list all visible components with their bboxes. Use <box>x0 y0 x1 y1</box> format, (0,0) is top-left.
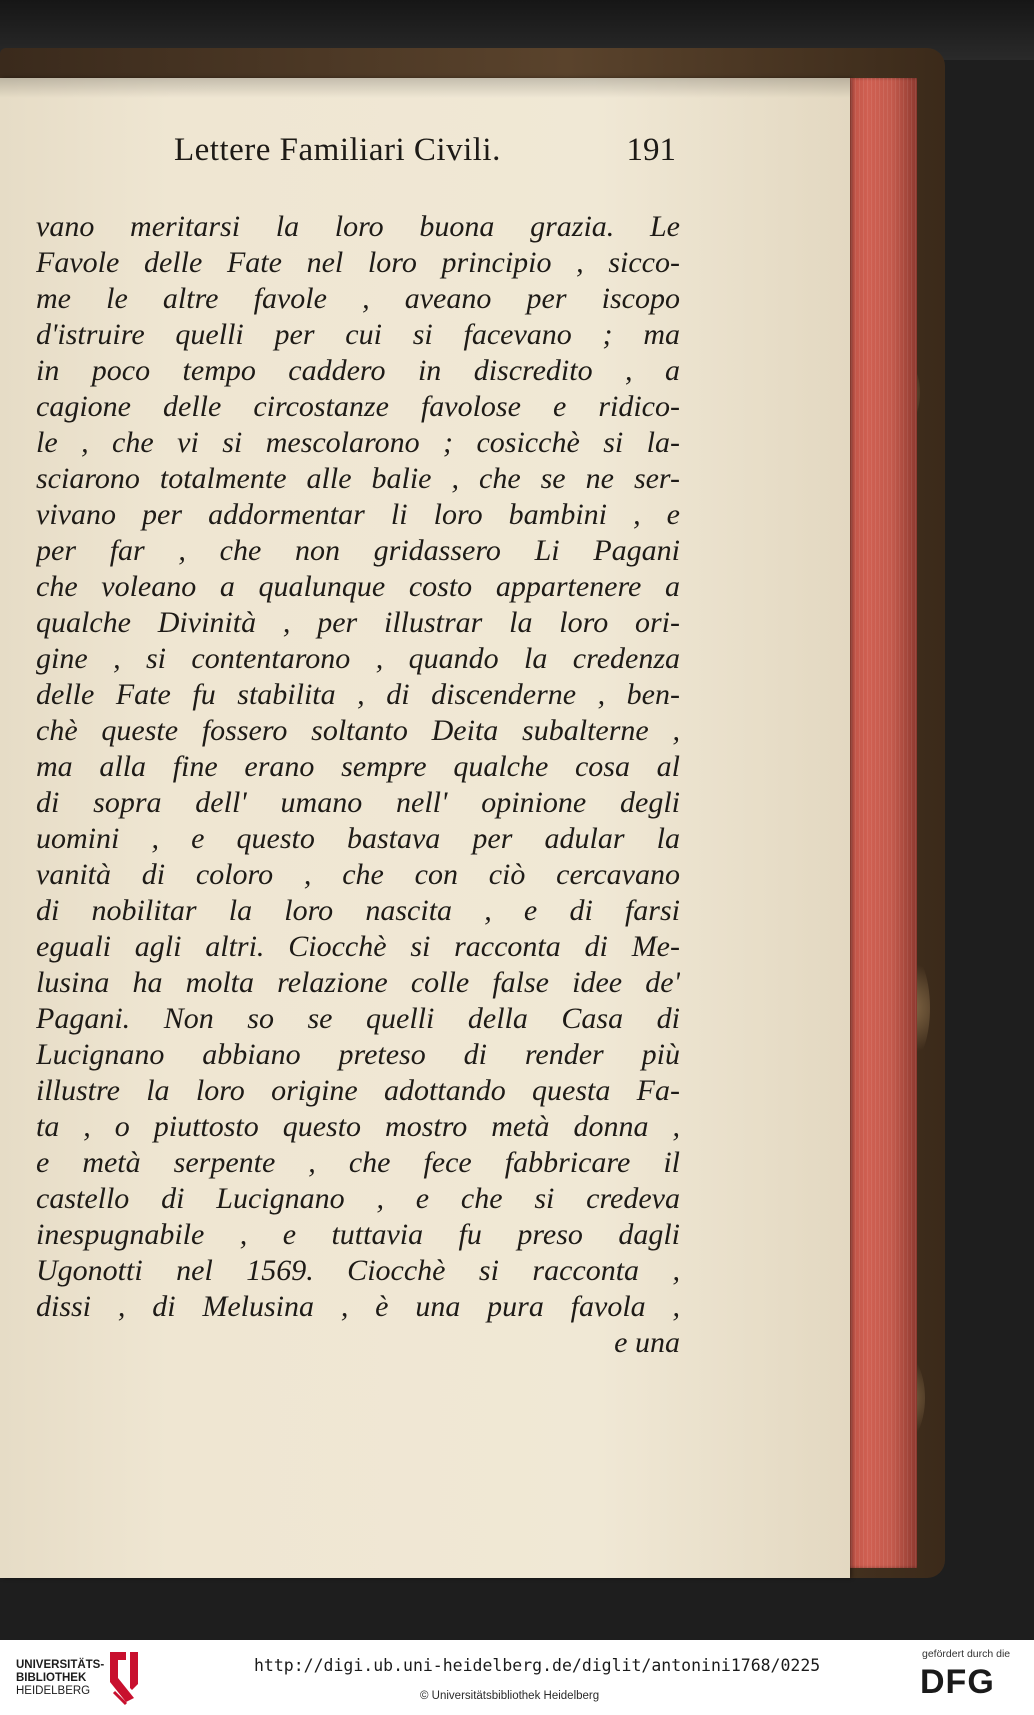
page-shadow <box>0 78 850 98</box>
text-line: Lucignano abbiano preteso di render più <box>36 1038 680 1071</box>
text-line: che voleano a qualunque costo appartenere a <box>36 570 680 603</box>
university-mark-icon <box>104 1648 144 1706</box>
text-line: castello di Lucignano , e che si credeva <box>36 1182 680 1215</box>
text-line: eguali agli altri. Ciocchè si racconta di Me- <box>36 930 680 963</box>
text-line: d'istruire quelli per cui si facevano ; ma <box>36 318 680 351</box>
text-line: cagione delle circostanze favolose e ridico- <box>36 390 680 423</box>
text-line: di nobilitar la loro nascita , e di farsi <box>36 894 680 927</box>
text-line: per far , che non gridassero Li Pagani <box>36 534 680 567</box>
text-line: delle Fate fu stabilita , di discenderne , ben- <box>36 678 680 711</box>
body-text <box>36 209 680 1361</box>
funding-label: gefördert durch die <box>922 1648 1011 1660</box>
text-line: e metà serpente , che fece fabbricare il <box>36 1146 680 1179</box>
text-line: gine , si contentarono , quando la credenza <box>36 642 680 675</box>
text-line: sciarono totalmente alle balie , che se ne ser- <box>36 462 680 495</box>
copyright-notice: © Universitätsbibliothek Heidelberg <box>420 1690 600 1702</box>
text-line: Favole delle Fate nel loro principio , sicco- <box>36 246 680 279</box>
text-line: vano meritarsi la loro buona grazia. Le <box>36 210 680 243</box>
text-line: vivano per addormentar li loro bambini , e <box>36 498 680 531</box>
text-line: illustre la loro origine adottando questa Fa- <box>36 1074 680 1107</box>
text-line: di sopra dell' umano nell' opinione degli <box>36 786 680 819</box>
text-line: ta , o piuttosto questo mostro metà donna , <box>36 1110 680 1143</box>
library-name-line: UNIVERSITÄTS- <box>16 1659 105 1671</box>
text-line: Pagani. Non so se quelli della Casa di <box>36 1002 680 1035</box>
library-name-line: BIBLIOTHEK <box>16 1672 87 1684</box>
library-name-line: HEIDELBERG <box>16 1685 91 1697</box>
text-line: lusina ha molta relazione colle false idee de' <box>36 966 680 999</box>
dfg-logo[interactable]: DFG <box>920 1663 995 1701</box>
text-line: ma alla fine erano sempre qualche cosa al <box>36 750 680 783</box>
text-line: qualche Divinità , per illustrar la loro ori- <box>36 606 680 639</box>
text-line: e una <box>614 1326 680 1359</box>
running-title: Lettere Familiari Civili. <box>174 132 501 168</box>
text-line: dissi , di Melusina , è una pura favola , <box>36 1290 680 1323</box>
text-line: inespugnabile , e tuttavia fu preso dagli <box>36 1218 680 1251</box>
permalink-url[interactable]: http://digi.ub.uni-heidelberg.de/diglit/antonini1768/0225 <box>254 1656 821 1675</box>
text-line: me le altre favole , aveano per iscopo <box>36 282 680 315</box>
viewer-footer <box>0 1640 1034 1715</box>
text-line: uomini , e questo bastava per adular la <box>36 822 680 855</box>
page-number: 191 <box>626 132 676 168</box>
text-line: vanità di coloro , che con ciò cercavano <box>36 858 680 891</box>
running-head <box>168 132 676 176</box>
text-line: chè queste fossero soltanto Deita subalterne , <box>36 714 680 747</box>
text-line: in poco tempo caddero in discredito , a <box>36 354 680 387</box>
text-line: Ugonotti nel 1569. Ciocchè si racconta , <box>36 1254 680 1287</box>
text-line: le , che vi si mescolarono ; cosicchè si la- <box>36 426 680 459</box>
